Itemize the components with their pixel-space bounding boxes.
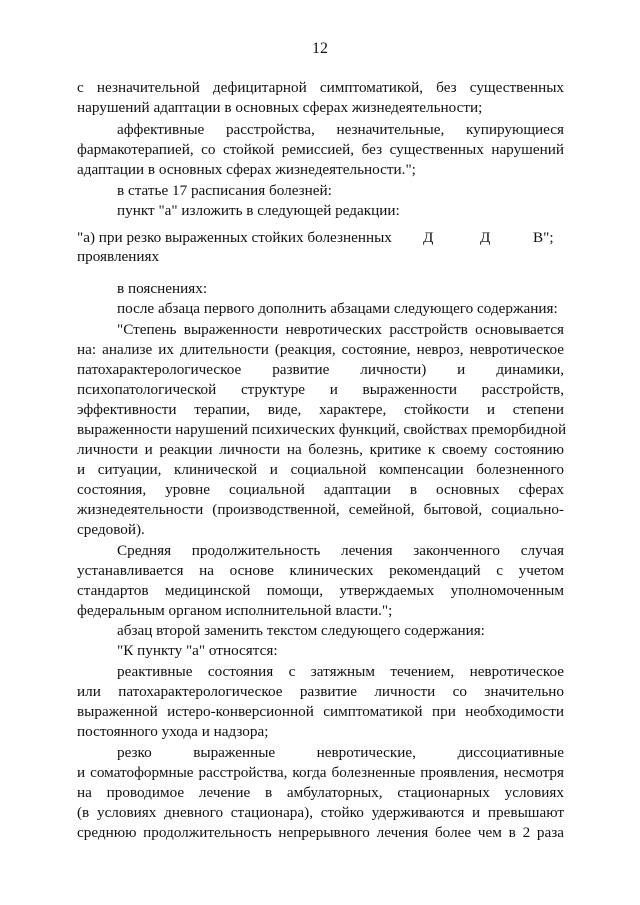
table-cell-column-2: Д xyxy=(480,229,491,246)
text-line: психопатологической структуре и выраженности расстройств, xyxy=(77,381,564,398)
text-line: с незначительной дефицитарной симптоматикой, без существенных xyxy=(77,79,564,96)
text-line: после абзаца первого дополнить абзацами следующего содержания: xyxy=(117,300,558,317)
text-line: среднюю продолжительность непрерывного лечения более чем в 2 раза xyxy=(77,824,564,841)
text-line: устанавливается на основе клинических рекомендаций с учетом xyxy=(77,562,564,579)
page-number: 12 xyxy=(312,40,328,57)
text-line: "Степень выраженности невротических расстройств основывается xyxy=(117,321,564,338)
schedule-table-row xyxy=(77,228,564,248)
text-line: абзац второй заменить текстом следующего содержания: xyxy=(117,622,485,639)
text-line: патохарактерологическое развитие личности) и динамики, xyxy=(77,361,564,378)
text-line: (в условиях дневного стационара), стойко удерживаются и превышают xyxy=(77,804,564,821)
text-line: адаптации в основных сферах жизнедеятельности."; xyxy=(77,161,416,178)
table-row-description-continued: проявлениях xyxy=(77,248,160,265)
text-line: стандартов медицинской помощи, утверждаемых уполномоченным xyxy=(77,582,564,599)
text-line: выраженной истеро-конверсионной симптоматикой при необходимости xyxy=(77,703,564,720)
text-line: аффективные расстройства, незначительные, купирующиеся xyxy=(117,121,564,138)
text-line: или патохарактерологическое развитие личности со значительно xyxy=(77,683,564,700)
text-line: жизнедеятельности (производственной, семейной, бытовой, социально- xyxy=(77,501,564,518)
text-line: резко выраженные невротические, диссоциативные xyxy=(117,744,564,761)
text-line: пункт "а" изложить в следующей редакции: xyxy=(117,202,400,219)
text-line: на: анализе их длительности (реакция, состояние, невроз, невротическое xyxy=(77,341,564,358)
text-line: "К пункту "а" относятся: xyxy=(117,642,278,659)
text-line: постоянного ухода и надзора; xyxy=(77,723,269,740)
text-line: федеральным органом исполнительной власти."; xyxy=(77,602,393,619)
text-line: и ситуации, клинической и социальной компенсации болезненного xyxy=(77,461,564,478)
text-line: реактивные состояния с затяжным течением, невротическое xyxy=(117,663,564,680)
text-line: средовой). xyxy=(77,521,145,538)
text-line: в пояснениях: xyxy=(117,280,208,297)
table-cell-column-3: В"; xyxy=(533,229,554,246)
text-line: состояния, уровне социальной адаптации в основных сферах xyxy=(77,481,564,498)
table-cell-column-1: Д xyxy=(423,229,434,246)
table-row-description: "а) при резко выраженных стойких болезненных xyxy=(77,229,392,246)
text-line: и соматоформные расстройства, когда болезненные проявления, несмотря xyxy=(77,764,564,781)
text-line: фармакотерапией, со стойкой ремиссией, без существенных нарушений xyxy=(77,141,564,158)
schedule-table-row-continuation xyxy=(77,247,564,267)
text-line: эффективности терапии, виде, характере, стойкости и степени xyxy=(77,401,564,418)
text-line: выраженности нарушений психических функций, свойствах преморбидной xyxy=(77,421,567,438)
text-line: на проводимое лечение в амбулаторных, стационарных условиях xyxy=(77,784,564,801)
text-line: нарушений адаптации в основных сферах жизнедеятельности; xyxy=(77,99,483,116)
text-line: в статье 17 расписания болезней: xyxy=(117,182,332,199)
text-line: Средняя продолжительность лечения законченного случая xyxy=(117,542,564,559)
text-line: личности и реакции личности на болезнь, критике к своему состоянию xyxy=(77,441,564,458)
